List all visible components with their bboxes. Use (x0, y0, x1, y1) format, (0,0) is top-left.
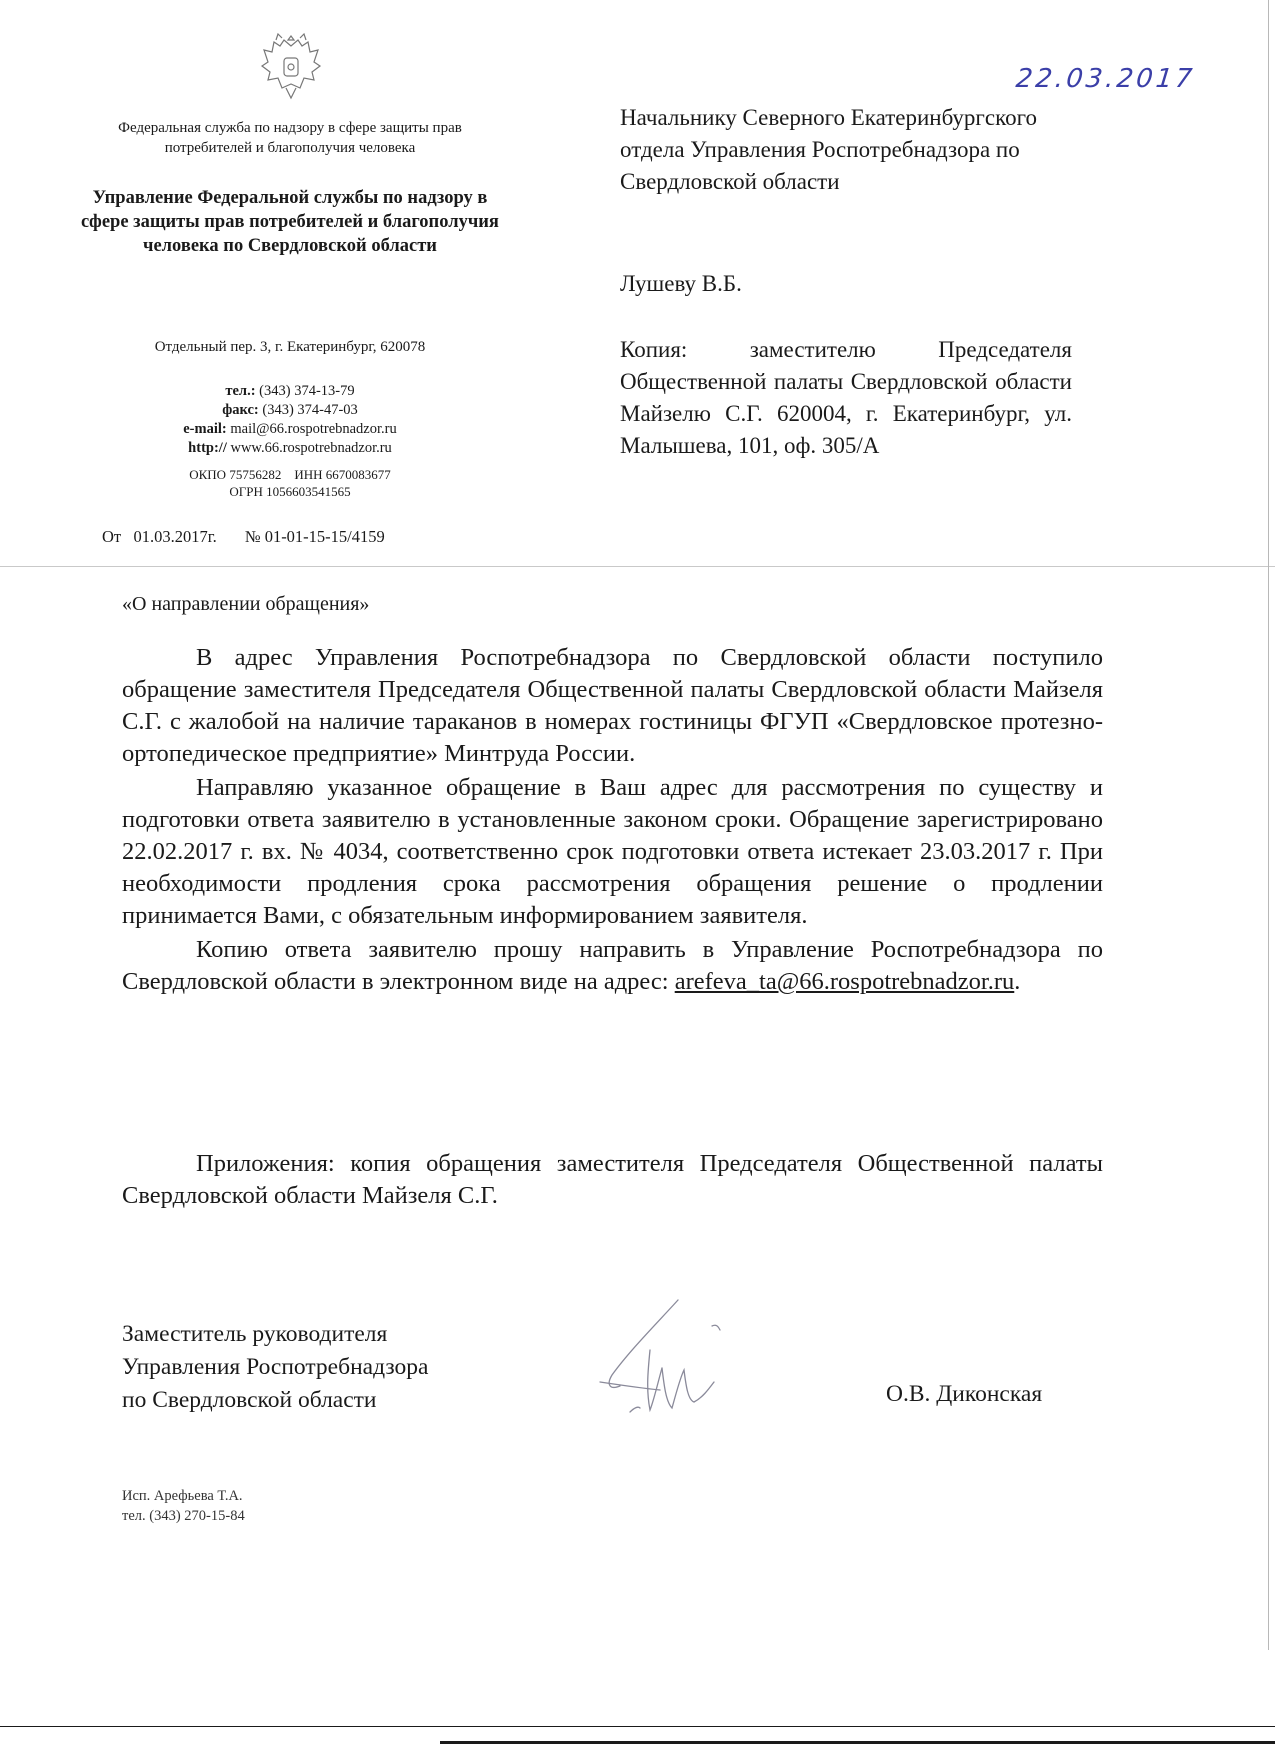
body-paragraph-1: В адрес Управления Роспотребнадзора по Свердловской области поступило обращение заместителя Председателя Общественной палаты Свердловской области Майзеля С.Г. с жалобой на наличие тараканов в номерах гостиницы ФГУП «Свердловское протезно-ортопедическое предприятие» Минтруда России. (122, 644, 1103, 767)
body-paragraph-2: Направляю указанное обращение в Ваш адрес для рассмотрения по существу и подготовки ответа заявителю в установленные законом сроки. Обращение зарегистрировано 22.02.2017 г. вх. № 4034, соответственно срок подготовки ответа истекает 23.03.2017 г. При необходимости продления срока рассмотрения обращения решение о продлении принимается Вами, с обязательным информированием заявителя. (122, 774, 1103, 929)
okpo: ОКПО 75756282 (189, 467, 282, 482)
attachments: Приложения: копия обращения заместителя Председателя Общественной палаты Свердловской области Майзеля С.Г. (122, 1150, 1103, 1209)
handwritten-signature-icon (590, 1290, 740, 1430)
letterhead-agency: Федеральная служба по надзору в сфере защиты прав потребителей и благополучия человека (118, 120, 462, 156)
letterhead-department: Управление Федеральной службы по надзору в сфере защиты прав потребителей и благополучия человека по Свердловской области (81, 188, 499, 256)
letter-number: 01-01-15-15/4159 (264, 527, 385, 546)
body-paragraph-3: Копию ответа заявителю прошу направить в Управление Роспотребнадзора по Свердловской области в электронном виде на адрес: arefeva_ta@66.rospotrebnadzor.ru. (122, 936, 1103, 995)
executor-info (122, 1486, 245, 1526)
scan-edge-bottom-thick (440, 1741, 1275, 1744)
reply-email-link[interactable]: arefeva_ta@66.rospotrebnadzor.ru (674, 968, 1015, 995)
addressee-copy: Копия: заместителю Председателя Общественной палаты Свердловской области Майзелю С.Г. 620004, г. Екатеринбург, ул. Малышева, 101, оф. 305/А (620, 337, 1072, 458)
ogrn: ОГРН 1056603541565 (229, 484, 351, 499)
signer-name: О.В. Диконская (886, 1381, 1043, 1407)
scan-edge-bottom (0, 1726, 1275, 1727)
letterhead-codes (80, 466, 500, 500)
fold-line (0, 566, 1275, 567)
letterhead-address: Отдельный пер. 3, г. Екатеринбург, 620078 (154, 339, 426, 355)
phone-line: тел.: (343) 374-13-79 (225, 383, 355, 399)
addressee-to: Начальнику Северного Екатеринбургского отдела Управления Роспотребнадзора по Свердловской области (620, 105, 1037, 194)
letter-subject: «О направлении обращения» (122, 593, 370, 615)
executor-phone: тел. (343) 270-15-84 (122, 1508, 245, 1524)
email-line: e-mail: mail@66.rospotrebnadzor.ru (183, 421, 397, 437)
executor-name: Исп. Арефьева Т.А. (122, 1488, 243, 1504)
letter-date: 01.03.2017г. (133, 527, 217, 546)
letter-date-number: От 01.03.2017г. № 01-01-15-15/4159 (102, 527, 385, 546)
letterhead-contacts (80, 382, 500, 458)
scan-edge-right (1268, 0, 1269, 1650)
letter-body (122, 642, 1103, 1000)
received-stamp-date: 22.03.2017 (1014, 64, 1197, 94)
addressee-name: Лушеву В.Б. (620, 271, 742, 296)
fax-line: факс: (343) 374-47-03 (222, 402, 358, 418)
signatory-position: Заместитель руководителя Управления Роспотребнадзора по Свердловской области (122, 1321, 429, 1413)
web-line: http:// www.66.rospotrebnadzor.ru (188, 440, 392, 456)
inn: ИНН 6670083677 (294, 467, 391, 482)
russian-coat-of-arms-icon (256, 32, 326, 110)
